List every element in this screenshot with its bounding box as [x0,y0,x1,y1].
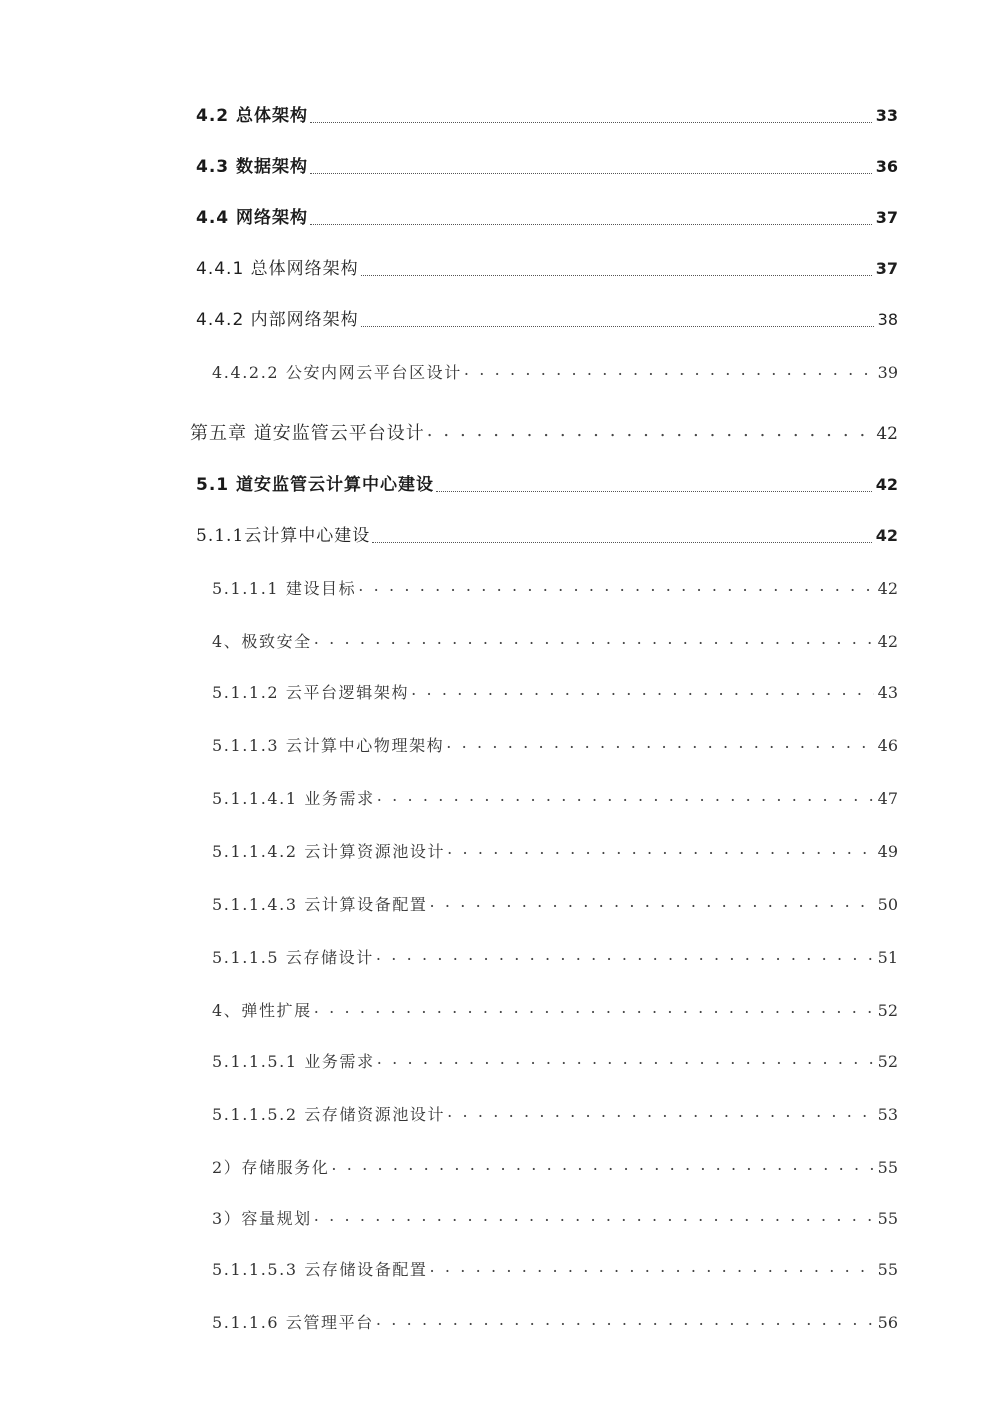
toc-entry-title: 4、极致安全 [212,632,312,651]
toc-leader-dots [377,1045,874,1073]
toc-entry[interactable] [212,1154,898,1182]
toc-entry[interactable] [212,1205,898,1233]
toc-entry-page: 49 [877,842,898,861]
toc-entry-title: 5.1.1云计算中心建设 [196,526,371,546]
toc-leader-dots [361,274,872,276]
toc-leader-dots [411,676,874,704]
toc-entry-page: 42 [875,475,898,494]
toc-entry[interactable] [190,420,898,448]
toc-entry[interactable] [196,306,898,334]
toc-entry-page: 51 [877,948,898,967]
toc-entry-title: 4、弹性扩展 [212,1001,312,1020]
toc-entry-page: 33 [875,106,898,125]
toc-entry-title: 5.1.1.3 云计算中心物理架构 [212,736,445,755]
toc-entry-title: 5.1.1.2 云平台逻辑架构 [212,683,410,702]
toc-leader-dots [446,729,873,757]
toc-entry-title: 第五章 道安监管云平台设计 [190,423,425,444]
toc-entry-page: 55 [877,1260,898,1279]
toc-entry-page: 55 [877,1158,898,1177]
toc-entry[interactable] [212,628,898,656]
toc-entry-page: 42 [877,579,898,598]
toc-entry-title: 5.1.1.4.1 业务需求 [212,789,375,808]
toc-entry-title: 5.1.1.4.3 云计算设备配置 [212,895,428,914]
toc-entry-title: 2）存储服务化 [212,1158,330,1177]
toc-entry-title: 5.1.1.5.3 云存储设备配置 [212,1260,428,1279]
toc-entry-page: 37 [875,208,898,227]
toc-entry[interactable] [196,471,898,499]
toc-leader-dots [376,941,874,969]
toc-entry[interactable] [212,359,898,387]
toc-entry[interactable] [212,997,898,1025]
toc-entry-page: 53 [877,1105,898,1124]
toc-entry-title: 4.4.2 内部网络架构 [196,310,359,330]
toc-entry[interactable] [212,944,898,972]
toc-entry[interactable] [212,732,898,760]
toc-leader-dots [358,572,873,600]
toc-leader-dots [427,417,873,445]
toc-entry[interactable] [196,204,898,232]
toc-entry-title: 5.1.1.6 云管理平台 [212,1313,374,1332]
toc-entry-page: 46 [877,736,898,755]
toc-entry-page: 42 [877,632,898,651]
toc-entry[interactable] [196,102,898,130]
toc-entry-page: 36 [875,157,898,176]
toc-leader-dots [310,121,872,123]
toc-leader-dots [314,994,874,1022]
toc-entry-title: 5.1 道安监管云计算中心建设 [196,475,435,495]
toc-leader-dots [430,1253,874,1281]
toc-entry-page: 38 [877,310,898,329]
toc-entry-page: 56 [877,1313,898,1332]
toc-leader-dots [331,1151,873,1179]
toc-entry-page: 52 [877,1001,898,1020]
toc-entry-title: 4.4.2.2 公安内网云平台区设计 [212,363,462,382]
toc-leader-dots [430,888,874,916]
toc-entry-page: 52 [877,1052,898,1071]
toc-leader-dots [447,835,874,863]
toc-leader-dots [436,490,872,492]
toc-entry-page: 37 [875,259,898,278]
toc-entry[interactable] [212,1256,898,1284]
toc-entry-title: 5.1.1.4.2 云计算资源池设计 [212,842,446,861]
toc-entry-title: 5.1.1.5.2 云存储资源池设计 [212,1105,446,1124]
toc-entry-title: 4.4 网络架构 [196,208,309,228]
toc-entry-title: 5.1.1.1 建设目标 [212,579,357,598]
toc-leader-dots [314,625,874,653]
toc-entry-page: 42 [875,526,898,545]
toc-leader-dots [464,356,874,384]
toc-leader-dots [376,1306,874,1334]
toc-leader-dots [377,782,874,810]
toc-leader-dots [310,172,872,174]
toc-entry[interactable] [196,153,898,181]
toc-leader-dots [310,223,872,225]
toc-entry-page: 42 [876,424,898,444]
toc-entry-title: 4.2 总体架构 [196,106,309,126]
toc-entry-page: 47 [877,789,898,808]
toc-entry[interactable] [212,1309,898,1337]
toc-leader-dots [314,1202,874,1230]
toc-entry[interactable] [212,785,898,813]
toc-entry-title: 4.4.1 总体网络架构 [196,259,359,279]
toc-entry-title: 5.1.1.5 云存储设计 [212,948,374,967]
toc-entry-page: 50 [877,895,898,914]
toc-entry-title: 4.3 数据架构 [196,157,309,177]
toc-entry[interactable] [212,838,898,866]
toc-leader-dots [361,325,874,327]
toc-leader-dots [372,541,871,543]
toc-entry[interactable] [212,575,898,603]
toc-entry[interactable] [212,679,898,707]
toc-entry-title: 5.1.1.5.1 业务需求 [212,1052,375,1071]
toc-entry-page: 55 [877,1209,898,1228]
toc-entry-page: 39 [877,363,898,382]
toc-entry-title: 3）容量规划 [212,1209,312,1228]
toc-entry[interactable] [196,255,898,283]
toc-entry[interactable] [212,891,898,919]
toc-leader-dots [447,1098,874,1126]
toc-entry[interactable] [212,1101,898,1129]
toc-entry[interactable] [212,1048,898,1076]
toc-entry[interactable] [196,522,898,550]
toc-entry-page: 43 [877,683,898,702]
